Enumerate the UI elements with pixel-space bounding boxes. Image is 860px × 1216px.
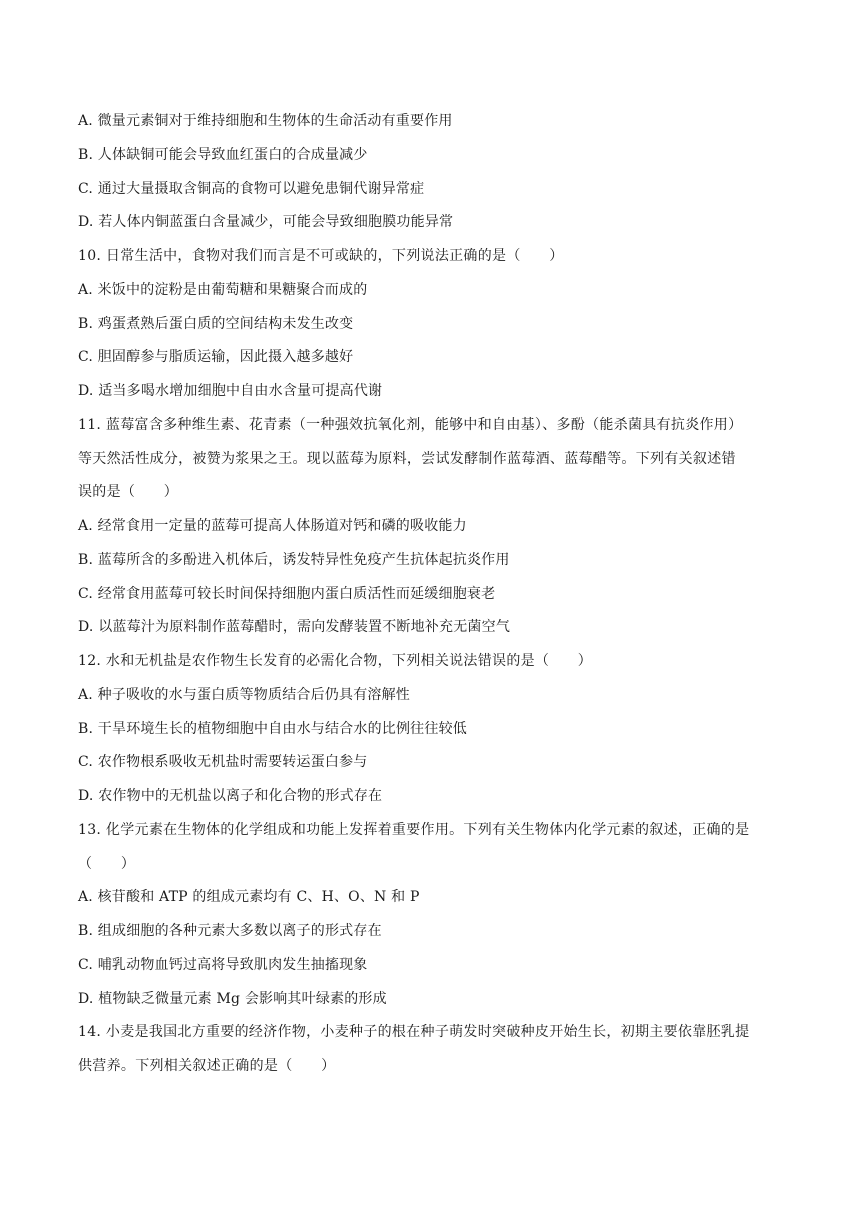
option-line: C. 通过大量摄取含铜高的食物可以避免患铜代谢异常症 — [78, 181, 425, 197]
option-line: A. 核苷酸和 ATP 的组成元素均有 C、H、O、N 和 P — [78, 889, 420, 905]
option-line: C. 哺乳动物血钙过高将导致肌肉发生抽搐现象 — [78, 957, 368, 973]
option-line: D. 适当多喝水增加细胞中自由水含量可提高代谢 — [78, 383, 383, 399]
question-12-stem: 12. 水和无机盐是农作物生长发育的必需化合物，下列相关说法错误的是（ ） — [78, 653, 593, 669]
option-line: A. 种子吸收的水与蛋白质等物质结合后仍具有溶解性 — [78, 687, 411, 703]
option-line: B. 组成细胞的各种元素大多数以离子的形式存在 — [78, 923, 382, 939]
question-14-stem-continued: 供营养。下列相关叙述正确的是（ ） — [78, 1058, 336, 1074]
question-14-stem: 14. 小麦是我国北方重要的经济作物，小麦种子的根在种子萌发时突破种皮开始生长，初期主要依靠胚乳提 — [78, 1024, 750, 1040]
question-10-stem: 10. 日常生活中，食物对我们而言是不可或缺的，下列说法正确的是（ ） — [78, 248, 564, 264]
question-11-stem-continued: 误的是（ ） — [78, 484, 179, 500]
option-line: B. 干旱环境生长的植物细胞中自由水与结合水的比例往往较低 — [78, 721, 467, 737]
option-line: C. 经常食用蓝莓可较长时间保持细胞内蛋白质活性而延缓细胞衰老 — [78, 586, 496, 602]
question-13-stem: 13. 化学元素在生物体的化学组成和功能上发挥着重要作用。下列有关生物体内化学元素的叙述，正确的是 — [78, 822, 750, 838]
question-11-stem: 11. 蓝莓富含多种维生素、花青素（一种强效抗氧化剂，能够中和自由基）、多酚（能杀菌具有抗炎作用） — [78, 417, 743, 433]
option-line: C. 胆固醇参与脂质运输，因此摄入越多越好 — [78, 349, 354, 365]
option-line: D. 若人体内铜蓝蛋白含量减少，可能会导致细胞膜功能异常 — [78, 214, 454, 230]
option-line: A. 米饭中的淀粉是由葡萄糖和果糖聚合而成的 — [78, 282, 368, 298]
question-11-stem-continued: 等天然活性成分，被赞为浆果之王。现以蓝莓为原料，尝试发酵制作蓝莓酒、蓝莓醋等。下列有关叙述错 — [78, 451, 736, 467]
option-line: A. 微量元素铜对于维持细胞和生物体的生命活动有重要作用 — [78, 113, 453, 129]
option-line: B. 人体缺铜可能会导致血红蛋白的合成量减少 — [78, 147, 368, 163]
option-line: D. 农作物中的无机盐以离子和化合物的形式存在 — [78, 788, 383, 804]
option-line: B. 鸡蛋煮熟后蛋白质的空间结构未发生改变 — [78, 316, 354, 332]
option-line: D. 以蓝莓汁为原料制作蓝莓醋时，需向发酵装置不断地补充无菌空气 — [78, 619, 511, 635]
option-line: B. 蓝莓所含的多酚进入机体后，诱发特异性免疫产生抗体起抗炎作用 — [78, 552, 510, 568]
option-line: A. 经常食用一定量的蓝莓可提高人体肠道对钙和磷的吸收能力 — [78, 518, 467, 534]
question-13-stem-continued: （ ） — [78, 856, 136, 872]
option-line: D. 植物缺乏微量元素 Mg 会影响其叶绿素的形成 — [78, 991, 387, 1007]
option-line: C. 农作物根系吸收无机盐时需要转运蛋白参与 — [78, 754, 368, 770]
